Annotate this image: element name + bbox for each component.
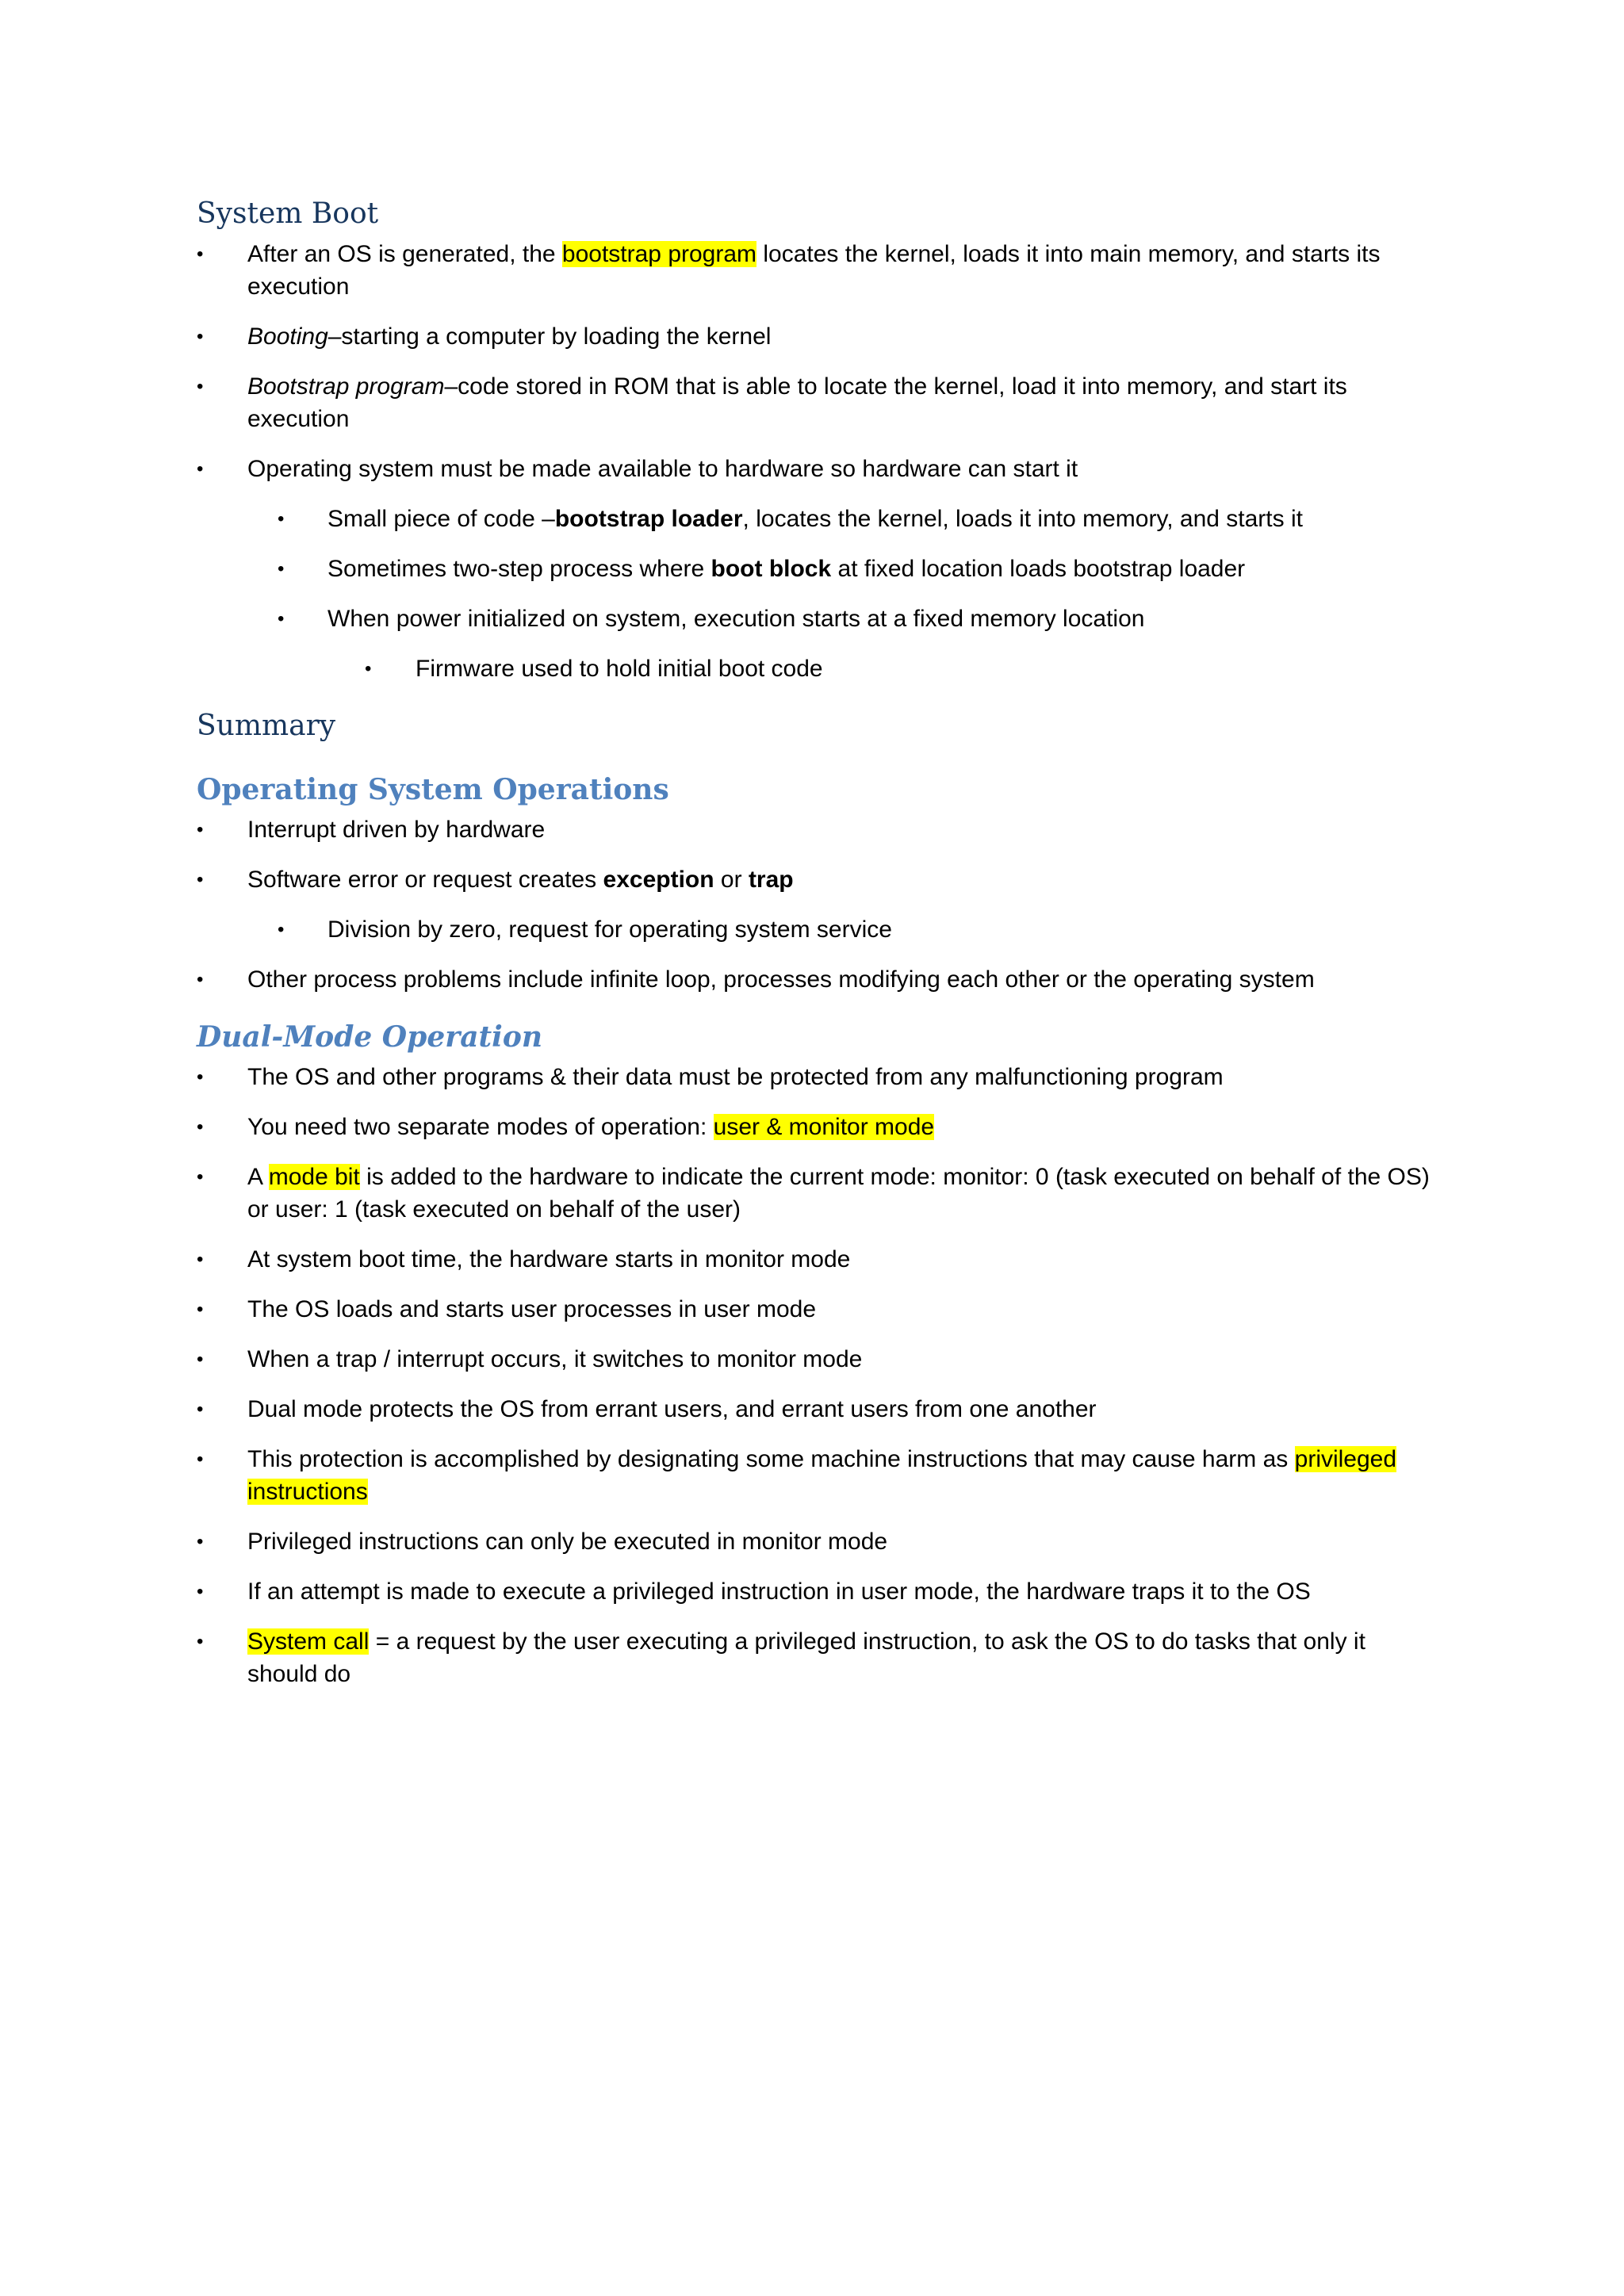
- italic-term: Bootstrap program: [247, 373, 445, 400]
- bullet-icon: •: [197, 1299, 204, 1320]
- list-item: • Privileged instructions can only be executed in monitor mode: [197, 1525, 1434, 1558]
- bullet-icon: •: [197, 1166, 204, 1188]
- bullet-icon: •: [278, 508, 285, 530]
- list-item: • The OS and other programs & their data must be protected from any malfunctioning program: [197, 1061, 1434, 1093]
- list-item: • After an OS is generated, the bootstrap program locates the kernel, loads it into main memory, and starts its execution: [197, 238, 1434, 303]
- list-item: • At system boot time, the hardware starts in monitor mode: [197, 1243, 1434, 1276]
- bold-term: exception: [603, 867, 714, 893]
- heading-os-operations: Operating System Operations: [197, 773, 669, 806]
- bullet-icon: •: [197, 326, 204, 347]
- list-item: • System call = a request by the user executing a privileged instruction, to ask the OS to do tasks that only it should do: [197, 1625, 1434, 1690]
- list-item: • When power initialized on system, execution starts at a fixed memory location: [197, 603, 1434, 635]
- list-item: • Other process problems include infinite loop, processes modifying each other or the operating system: [197, 963, 1434, 996]
- list-item: • When a trap / interrupt occurs, it switches to monitor mode: [197, 1343, 1434, 1376]
- list-item: • A mode bit is added to the hardware to indicate the current mode: monitor: 0 (task executed on behalf of the OS) or user: 1 (task executed on behalf of the user): [197, 1161, 1434, 1226]
- bullet-icon: •: [278, 608, 285, 629]
- system-boot-list: [197, 238, 1434, 685]
- list-item: • Small piece of code –bootstrap loader, locates the kernel, loads it into memory, and starts it: [197, 503, 1434, 535]
- bullet-icon: •: [197, 1399, 204, 1420]
- heading-summary: Summary: [197, 710, 336, 742]
- heading-dual-mode: Dual-Mode Operation: [197, 1020, 543, 1054]
- list-item: • Division by zero, request for operating system service: [197, 913, 1434, 946]
- highlighted-term: privileged instructions: [247, 1446, 1397, 1505]
- document-content: [197, 190, 1434, 1708]
- bold-term: trap: [748, 867, 794, 893]
- bullet-icon: •: [197, 1116, 204, 1138]
- bullet-icon: •: [278, 919, 285, 940]
- bullet-icon: •: [197, 869, 204, 890]
- highlighted-term: user & monitor mode: [713, 1114, 935, 1140]
- list-item: • Software error or request creates exception or trap: [197, 863, 1434, 896]
- bullet-icon: •: [197, 376, 204, 397]
- dual-mode-list: [197, 1061, 1434, 1690]
- bullet-icon: •: [197, 819, 204, 840]
- bullet-icon: •: [278, 558, 285, 580]
- os-operations-list: [197, 813, 1434, 996]
- bullet-icon: •: [197, 1066, 204, 1088]
- list-item: • Bootstrap program–code stored in ROM that is able to locate the kernel, load it into memory, and start its execution: [197, 370, 1434, 435]
- list-item: • Booting–starting a computer by loading the kernel: [197, 320, 1434, 353]
- bullet-icon: •: [197, 1349, 204, 1370]
- bullet-icon: •: [197, 458, 204, 480]
- bullet-icon: •: [197, 1581, 204, 1602]
- bullet-icon: •: [197, 1249, 204, 1270]
- list-item: • Dual mode protects the OS from errant users, and errant users from one another: [197, 1393, 1434, 1425]
- list-item: • Firmware used to hold initial boot code: [197, 652, 1434, 685]
- list-item: • Operating system must be made available to hardware so hardware can start it: [197, 453, 1434, 485]
- bullet-icon: •: [197, 1531, 204, 1552]
- highlighted-term: System call: [247, 1628, 370, 1655]
- list-item: • You need two separate modes of operation: user & monitor mode: [197, 1111, 1434, 1143]
- bold-term: boot block: [710, 556, 832, 582]
- list-item: • The OS loads and starts user processes in user mode: [197, 1293, 1434, 1326]
- list-item: • If an attempt is made to execute a privileged instruction in user mode, the hardware traps it to the OS: [197, 1575, 1434, 1608]
- italic-term: Booting: [247, 323, 328, 350]
- list-item: • Interrupt driven by hardware: [197, 813, 1434, 846]
- heading-system-boot: System Boot: [197, 197, 379, 230]
- bullet-icon: •: [365, 658, 372, 679]
- highlighted-term: mode bit: [268, 1164, 360, 1190]
- bullet-icon: •: [197, 969, 204, 990]
- list-item: • This protection is accomplished by designating some machine instructions that may cause harm as privileged instructions: [197, 1443, 1434, 1508]
- bullet-icon: •: [197, 1448, 204, 1470]
- bullet-icon: •: [197, 243, 204, 265]
- bullet-icon: •: [197, 1631, 204, 1652]
- bold-term: bootstrap loader: [554, 506, 743, 532]
- list-item: • Sometimes two-step process where boot block at fixed location loads bootstrap loader: [197, 553, 1434, 585]
- highlighted-term: bootstrap program: [561, 241, 757, 267]
